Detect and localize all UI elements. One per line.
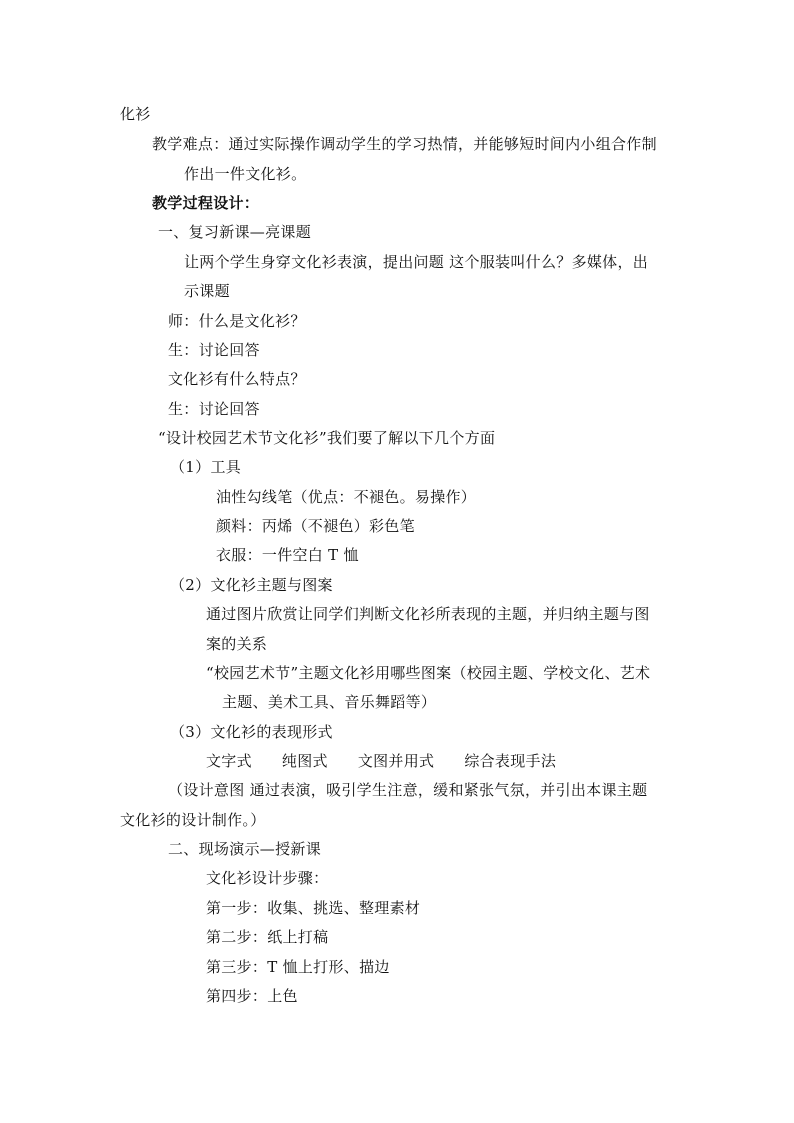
list-item: 颜料：丙烯（不褪色）彩色笔 (216, 517, 415, 535)
list-heading: （2）文化衫主题与图案 (170, 576, 333, 594)
section-heading: 一、复习新课—亮课题 (158, 223, 312, 241)
text-line: 化衫 (120, 105, 151, 123)
forms-row (206, 751, 556, 771)
text-line: 主题、美术工具、音乐舞蹈等） (222, 693, 437, 711)
form-item: 纯图式 (281, 752, 328, 770)
text-line: 案的关系 (206, 635, 268, 653)
text-line: 示课题 (184, 282, 230, 300)
step-item: 第一步：收集、挑选、整理素材 (206, 899, 421, 917)
section-heading: 教学过程设计： (152, 194, 260, 212)
step-item: 第三步：T 恤上打形、描边 (206, 958, 390, 976)
list-item: 油性勾线笔（优点：不褪色。易操作） (216, 488, 477, 506)
form-item: 综合表现手法 (464, 752, 557, 770)
list-heading: （1）工具 (170, 458, 242, 476)
teaching-difficulty: 教学难点：通过实际操作调动学生的学习热情，并能够短时间内小组合作制 (152, 135, 657, 153)
design-intent: （设计意图 通过表演，吸引学生注意，缓和紧张气氛，并引出本课主题 (168, 781, 648, 799)
text-line: 生：讨论回答 (168, 400, 260, 418)
list-heading: （3）文化衫的表现形式 (170, 723, 333, 741)
text-line: 文化衫设计步骤： (206, 869, 329, 887)
text-line: “设计校园艺术节文化衫”我们要了解以下几个方面 (158, 429, 496, 447)
text-line: “校园艺术节”主题文化衫用哪些图案（校园主题、学校文化、艺术 (206, 664, 651, 682)
text-line: 作出一件文化衫。 (184, 165, 307, 183)
text-line: 让两个学生身穿文化衫表演，提出问题 这个服装叫什么？多媒体，出 (184, 253, 649, 271)
list-item: 衣服：一件空白 T 恤 (216, 546, 359, 564)
form-item: 文字式 (206, 752, 252, 770)
step-item: 第四步：上色 (206, 987, 298, 1005)
form-item: 文图并用式 (357, 752, 435, 770)
step-item: 第二步：纸上打稿 (206, 928, 329, 946)
text-line: 生：讨论回答 (168, 341, 260, 359)
text-line: 文化衫的设计制作。） (120, 811, 266, 829)
section-heading: 二、现场演示—授新课 (168, 840, 322, 858)
text-line: 通过图片欣赏让同学们判断文化衫所表现的主题，并归纳主题与图 (206, 605, 650, 623)
text-line: 文化衫有什么特点？ (168, 370, 306, 388)
text-line: 师：什么是文化衫？ (168, 312, 306, 330)
